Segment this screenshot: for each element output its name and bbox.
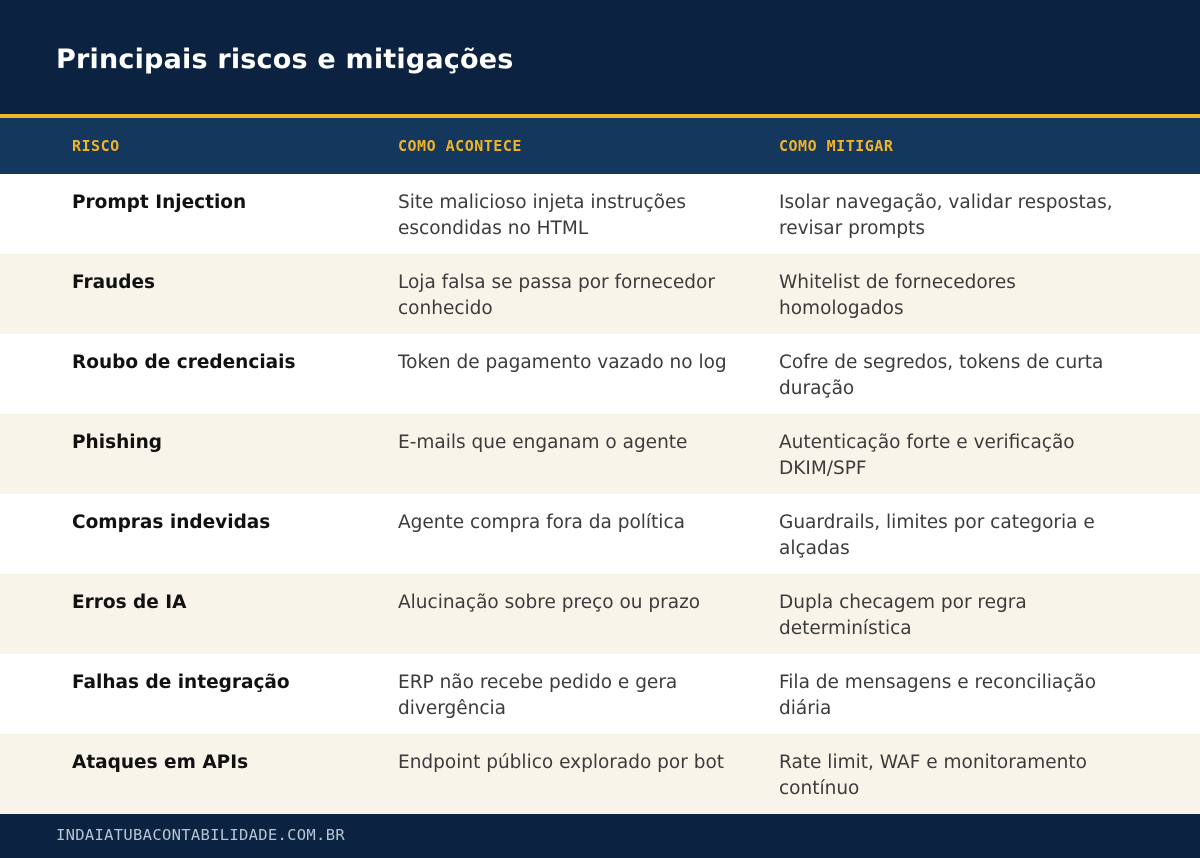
table-body [0, 174, 1200, 814]
risk-cell: Falhas de integração [72, 672, 290, 693]
risk-cell: Compras indevidas [72, 512, 271, 533]
mitigation-cell: Guardrails, limites por categoria e alçadas [779, 512, 1095, 559]
how-cell: Agente compra fora da política [398, 512, 685, 533]
page-title: Principais riscos e mitigações [56, 44, 514, 75]
risk-cell: Roubo de credenciais [72, 352, 296, 373]
risk-cell: Erros de IA [72, 592, 187, 613]
mitigation-cell: Autenticação forte e verificação DKIM/SPF [779, 432, 1075, 479]
table-row [0, 254, 1200, 334]
mitigation-cell: Fila de mensagens e reconciliação diária [779, 672, 1097, 719]
how-cell: Endpoint público explorado por bot [398, 752, 725, 773]
how-cell: Token de pagamento vazado no log [398, 352, 727, 373]
column-header-como-mitigar: COMO MITIGAR [779, 137, 894, 155]
mitigation-cell: Whitelist de fornecedores homologados [779, 272, 1016, 319]
table-row [0, 654, 1200, 734]
how-cell: Site malicioso injeta instruções escondidas no HTML [398, 192, 686, 239]
mitigation-cell: Isolar navegação, validar respostas, revisar prompts [779, 192, 1113, 239]
risk-cell: Prompt Injection [72, 192, 247, 213]
how-cell: Alucinação sobre preço ou prazo [398, 592, 701, 613]
table-row [0, 334, 1200, 414]
mitigation-cell: Rate limit, WAF e monitoramento contínuo [779, 752, 1087, 799]
how-cell: ERP não recebe pedido e gera divergência [398, 672, 678, 719]
page-footer [0, 814, 1200, 858]
table-row [0, 494, 1200, 574]
mitigation-cell: Dupla checagem por regra determinística [779, 592, 1027, 639]
page-header [0, 0, 1200, 114]
risk-cell: Fraudes [72, 272, 156, 293]
mitigation-cell: Cofre de segredos, tokens de curta duração [779, 352, 1104, 399]
table-row [0, 574, 1200, 654]
footer-website: INDAIATUBACONTABILIDADE.COM.BR [56, 826, 345, 844]
column-header-risco: RISCO [72, 137, 120, 155]
risk-cell: Ataques em APIs [72, 752, 249, 773]
table-header [0, 118, 1200, 174]
column-header-como-acontece: COMO ACONTECE [398, 137, 522, 155]
how-cell: Loja falsa se passa por fornecedor conhecido [398, 272, 715, 319]
risk-cell: Phishing [72, 432, 163, 453]
table-row [0, 174, 1200, 254]
how-cell: E-mails que enganam o agente [398, 432, 688, 453]
table-row [0, 734, 1200, 814]
table-row [0, 414, 1200, 494]
